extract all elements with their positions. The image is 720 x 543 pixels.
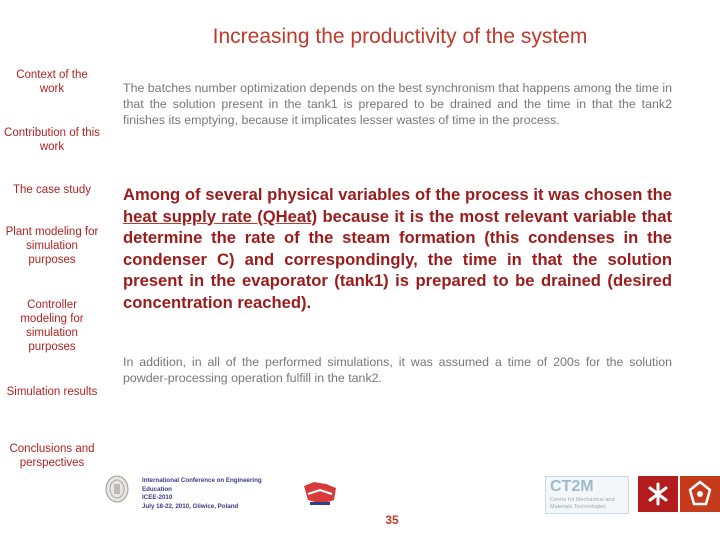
ct2m-title: CT2M <box>550 478 594 495</box>
paragraph-synchronism: The batches number optimization depends on the best synchronism that happens among the time in that the solution present in the tank1 is prepared to be drained and the time in that the tank2 finishes its emptying, because it implicates lesser wastes of time in the process. <box>123 81 672 127</box>
ct2m-logo <box>545 476 629 514</box>
sidebar-item-plant-modeling[interactable]: Plant modeling for simulation purposes <box>5 226 99 266</box>
page-number: 35 <box>385 513 399 527</box>
paragraph-text-start: Among of several physical variables of the process it was chosen the <box>123 185 672 204</box>
sidebar-item-controller-modeling[interactable]: Controller modeling for simulation purposes <box>20 299 84 353</box>
sidebar-item-context[interactable]: Context of the work <box>16 69 88 95</box>
paragraph-physical-variables <box>123 184 672 313</box>
conference-name: International Conference on Engineering Education <box>142 477 262 493</box>
sidebar-item-case-study[interactable]: The case study <box>13 184 91 196</box>
conference-dates: July 18-22, 2010, Gliwice, Poland <box>142 502 239 510</box>
ct2m-subtitle: Centre for Mechanical and Materials Technologies <box>550 497 615 510</box>
university-logo <box>638 476 720 538</box>
conference-info <box>142 477 292 511</box>
sidebar-item-contribution[interactable]: Contribution of this work <box>4 127 100 153</box>
slide-title: Increasing the productivity of the system <box>212 25 588 48</box>
slide-header <box>0 0 720 60</box>
sidebar-item-conclusions[interactable]: Conclusions and perspectives <box>9 443 95 469</box>
paragraph-assumption: In addition, in all of the performed simulations, it was assumed a time of 200s for the solution powder-processing operation fulfill in the tank2. <box>123 355 672 385</box>
university-seal-logo <box>104 474 130 504</box>
heat-supply-rate-highlight: heat supply rate (QHeat) <box>123 206 318 226</box>
conference-logo <box>300 478 340 508</box>
conference-code: ICEE-2010 <box>142 494 173 501</box>
paragraph-text-end: because it is the most relevant variable that determine the rate of the steam formation (this condenses in the condenser C) and correspondingly, the time in that the solution present in the evaporator (tank1) is prepared to be drained (desired concentration reached). <box>123 206 672 312</box>
sidebar-item-simulation-results[interactable]: Simulation results <box>6 386 98 398</box>
sidebar-nav <box>0 0 105 540</box>
